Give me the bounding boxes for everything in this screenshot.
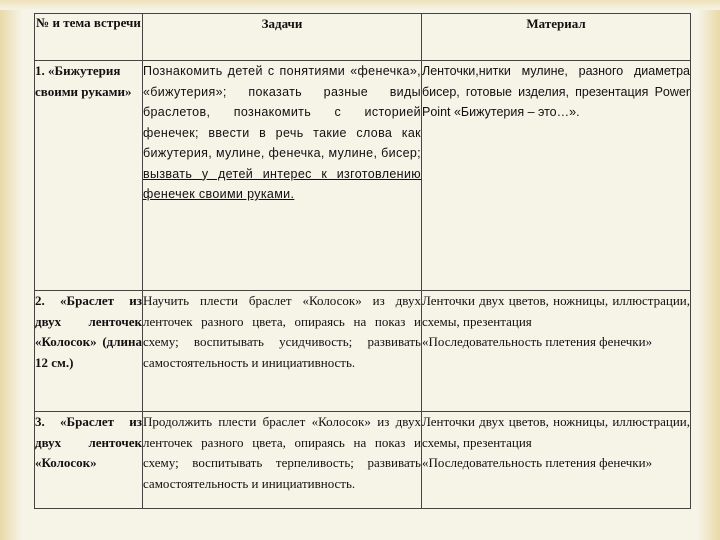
row-topic: 2. «Браслет из двух ленточек «Колосок» (длина 12 см.) [35,291,143,412]
material-presentation-title: «Последовательность плетения фенечки» [422,334,653,349]
row-material: Ленточки,нитки мулине, разного диаметра бисер, готовые изделия, презентация Power Point «Бижутерия – это…». [422,61,691,291]
lesson-plan-table [34,13,691,509]
row-topic: 3. «Браслет из двух ленточек «Колосок» [35,412,143,509]
row-tasks [143,61,422,291]
slide-edge-top [0,0,720,10]
table-row [35,412,691,509]
header-tasks: Задачи [143,14,422,61]
row-topic: 1. «Бижутерия своими руками» [35,61,143,291]
row-tasks: Научить плести браслет «Колосок» из двух ленточек разного цвета, опираясь на показ и схему; воспитывать усидчивость; развивать самостоятельность и инициативность. [143,291,422,412]
header-material: Материал [422,14,691,61]
tasks-text-underlined: вызвать у детей интерес к изготовлению фенечек своими руками. [143,166,421,201]
material-text: Ленточки двух цветов, ножницы, иллюстрации, схемы, презентация [422,293,690,329]
row-tasks: Продолжить плести браслет «Колосок» из двух ленточек разного цвета, опираясь на показ и схему; воспитывать терпеливость; развивать самостоятельность и инициативность. [143,412,422,509]
tasks-text: Познакомить детей с понятиями «фенечка», «бижутерия»; показать разные виды браслетов, познакомить с историей фенечек; ввести в речь такие слова как бижутерия, мулине, фенечка, мулине, бисер; [143,64,421,160]
header-row [35,14,691,61]
table-row [35,291,691,412]
table-row [35,61,691,291]
material-presentation-title: «Последовательность плетения фенечки» [422,455,653,470]
header-topic: № и тема встречи [35,14,143,61]
slide-edge-right [698,0,720,540]
material-text: Ленточки двух цветов, ножницы, иллюстрации, схемы, презентация [422,414,690,450]
slide-edge-left [0,0,22,540]
row-material [422,291,691,412]
row-material [422,412,691,509]
